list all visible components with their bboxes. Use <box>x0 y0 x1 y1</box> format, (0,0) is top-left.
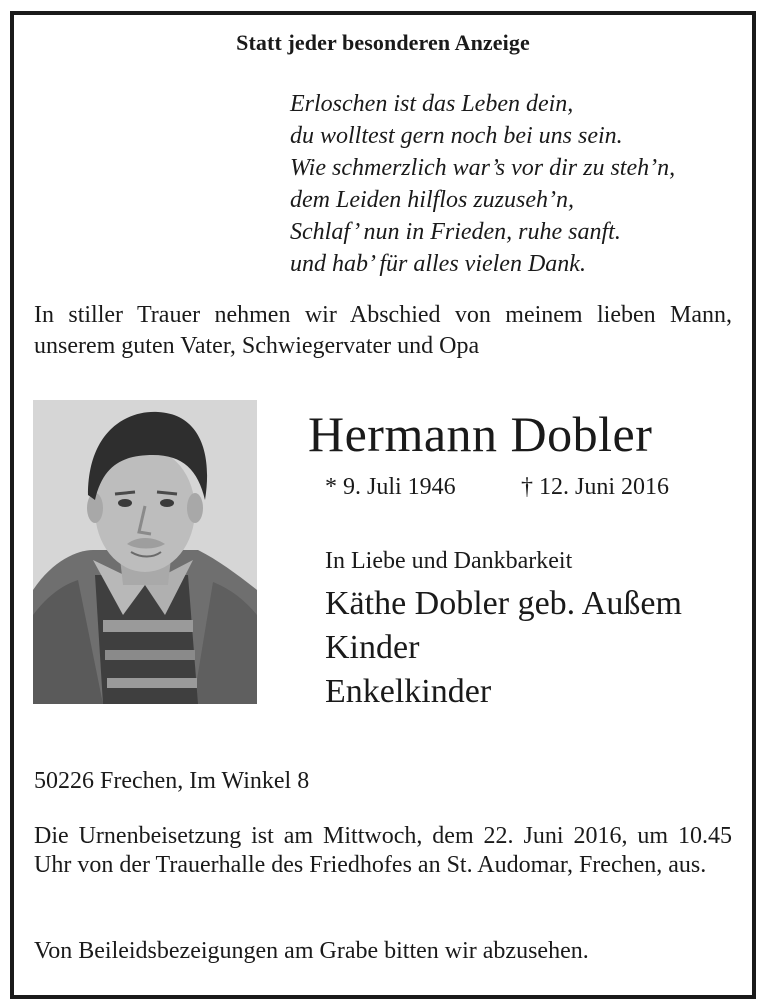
family-member: Käthe Dobler geb. Außem <box>325 585 682 622</box>
life-dates <box>325 474 670 501</box>
intro-text: In stiller Trauer nehmen wir Abschied von meinem lieben Mann, unserem guten Vater, Schwiegervater und Opa <box>34 302 732 359</box>
family-member: Enkelkinder <box>325 673 492 710</box>
poem-line: und hab’ für alles vielen Dank. <box>290 251 586 277</box>
closing-note: Von Beileidsbezeigungen am Grabe bitten wir abzusehen. <box>34 938 589 964</box>
family-list <box>325 582 682 714</box>
burial-info: Die Urnenbeisetzung ist am Mittwoch, dem 22. Juni 2016, um 10.45 Uhr von der Trauerhalle des Friedhofes an St. Audomar, Frechen, aus. <box>34 823 732 878</box>
love-line: In Liebe und Dankbarkeit <box>325 548 573 574</box>
poem-line: Erloschen ist das Leben dein, <box>290 91 574 117</box>
poem <box>290 88 675 280</box>
family-member: Kinder <box>325 629 420 666</box>
poem-line: Wie schmerzlich war’s vor dir zu steh’n, <box>290 155 676 181</box>
address: 50226 Frechen, Im Winkel 8 <box>34 768 310 794</box>
poem-line: dem Leiden hilflos zuzuseh’n, <box>290 187 574 213</box>
poem-line: du wolltest gern noch bei uns sein. <box>290 123 623 149</box>
birth-date: * 9. Juli 1946 <box>325 474 456 500</box>
death-date: † 12. Juni 2016 <box>521 474 670 500</box>
portrait-photo <box>33 400 257 704</box>
deceased-name: Hermann Dobler <box>308 406 653 462</box>
poem-line: Schlaf’ nun in Frieden, ruhe sanft. <box>290 219 621 245</box>
notice-heading: Statt jeder besonderen Anzeige <box>236 30 530 55</box>
